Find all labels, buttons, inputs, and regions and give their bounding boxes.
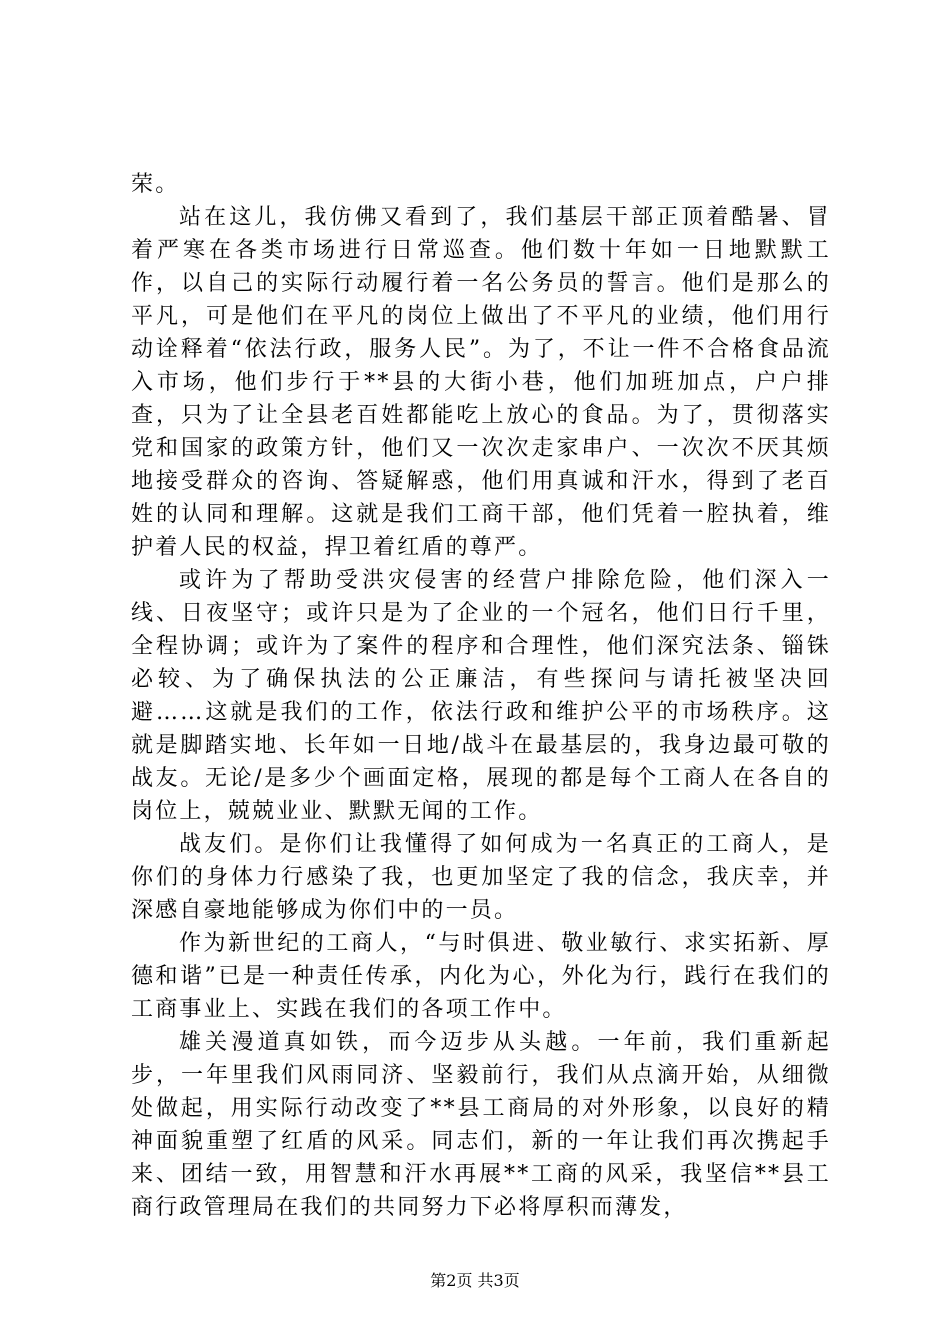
- page-number-footer: 第2页 共3页: [430, 1271, 520, 1290]
- paragraph-closing: 雄关漫道真如铁，而今迈步从头越。一年前，我们重新起步，一年里我们风雨同济、坚毅前行，我们从点滴开始，从细微处做起，用实际行动改变了**县工商局的对外形象，以良好的精神面貌重塑了红盾的风采。同志们，新的一年让我们再次携起手来、团结一致，用智慧和汗水再展**工商的风采，我坚信**县工商行政管理局在我们的共同努力下必将厚积而薄发，: [131, 1030, 831, 1220]
- document-body: [131, 168, 831, 1224]
- paragraph-our-work: 或许为了帮助受洪灾侵害的经营户排除危险，他们深入一线、日夜坚守；或许只是为了企业的一个冠名，他们日行千里，全程协调；或许为了案件的程序和合理性，他们深究法条、锱铢必较、为了确保执法的公正廉洁，有些探问与请托被坚决回避……这就是我们的工作，依法行政和维护公平的市场秩序。这就是脚踏实地、长年如一日地/战斗在最基层的，我身边最可敬的战友。无论/是多少个画面定格，展现的都是每个工商人在各自的岗位上，兢兢业业、默默无闻的工作。: [131, 568, 831, 824]
- paragraph-grassroots-cadres: 站在这儿，我仿佛又看到了，我们基层干部正顶着酷暑、冒着严寒在各类市场进行日常巡查。他们数十年如一日地默默工作，以自己的实际行动履行着一名公务员的誓言。他们是那么的平凡，可是他们在平凡的岗位上做出了不平凡的业绩，他们用行动诠释着“依法行政，服务人民”。为了，不让一件不合格食品流入市场，他们步行于**县的大街小巷，他们加班加点，户户排查，只为了让全县老百姓都能吃上放心的食品。为了，贯彻落实党和国家的政策方针，他们又一次次走家串户、一次次不厌其烦地接受群众的咨询、答疑解惑，他们用真诚和汗水，得到了老百姓的认同和理解。这就是我们工商干部，他们凭着一腔执着，维护着人民的权益，捍卫着红盾的尊严。: [131, 205, 831, 560]
- paragraph-continuation: 荣。: [131, 172, 180, 197]
- paragraph-new-century: 作为新世纪的工商人，“与时俱进、敬业敏行、求实拓新、厚德和谐”已是一种责任传承，内化为心，外化为行，践行在我们的工商事业上、实践在我们的各项工作中。: [131, 931, 831, 1022]
- paragraph-comrades: 战友们。是你们让我懂得了如何成为一名真正的工商人，是你们的身体力行感染了我，也更加坚定了我的信念，我庆幸，并深感自豪地能够成为你们中的一员。: [131, 832, 831, 923]
